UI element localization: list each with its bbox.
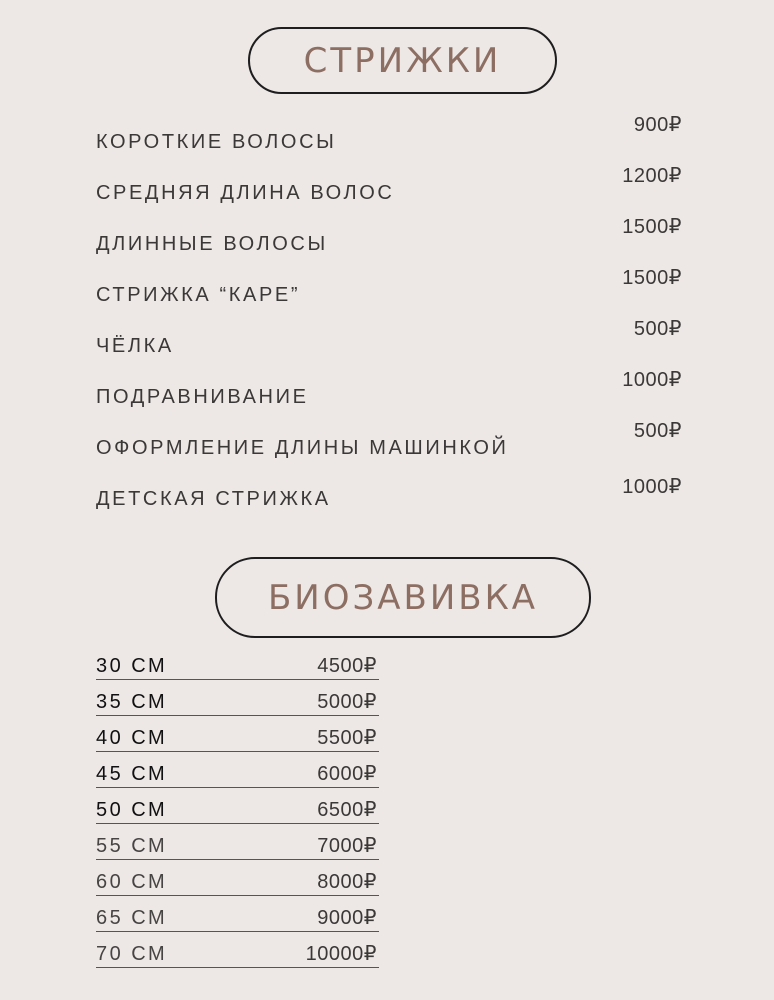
length-price: 5000₽ (317, 691, 377, 713)
list-item (96, 165, 682, 205)
length-price: 7000₽ (317, 835, 377, 857)
length-price: 8000₽ (317, 871, 377, 893)
table-row (96, 655, 379, 680)
table-row (96, 907, 379, 932)
length-label: 40 СМ (96, 727, 168, 749)
table-row (96, 799, 379, 824)
length-label: 35 СМ (96, 691, 168, 713)
service-name: ОФОРМЛЕНИЕ ДЛИНЫ МАШИНКОЙ (96, 437, 509, 459)
service-price: 500₽ (633, 420, 682, 442)
list-item (96, 420, 682, 460)
service-name: ДЛИННЫЕ ВОЛОСЫ (96, 233, 328, 255)
service-price: 1000₽ (622, 476, 682, 498)
service-name: СТРИЖКА “КАРЕ” (96, 284, 301, 306)
length-price: 10000₽ (305, 943, 377, 965)
length-label: 55 СМ (96, 835, 168, 857)
service-name: СРЕДНЯЯ ДЛИНА ВОЛОС (96, 182, 395, 204)
length-label: 45 СМ (96, 763, 168, 785)
service-price: 1500₽ (622, 267, 682, 289)
table-row (96, 871, 379, 896)
length-price: 6500₽ (317, 799, 377, 821)
length-label: 30 СМ (96, 655, 168, 677)
table-row (96, 727, 379, 752)
length-label: 50 СМ (96, 799, 168, 821)
service-price: 1000₽ (622, 369, 682, 391)
service-price: 1500₽ (622, 216, 682, 238)
list-item (96, 318, 682, 358)
list-item (96, 114, 682, 154)
table-row (96, 691, 379, 716)
length-label: 70 СМ (96, 943, 168, 965)
service-name: КОРОТКИЕ ВОЛОСЫ (96, 131, 337, 153)
haircuts-heading: СТРИЖКИ (248, 27, 557, 94)
service-price: 500₽ (633, 318, 682, 340)
list-item (96, 216, 682, 256)
service-name: ДЕТСКАЯ СТРИЖКА (96, 488, 331, 510)
length-label: 60 СМ (96, 871, 168, 893)
length-price: 5500₽ (317, 727, 377, 749)
biowave-heading: БИОЗАВИВКА (215, 557, 591, 638)
length-price: 9000₽ (317, 907, 377, 929)
service-name: ПОДРАВНИВАНИЕ (96, 386, 309, 408)
list-item (96, 369, 682, 409)
list-item (96, 476, 682, 511)
service-name: ЧЁЛКА (96, 335, 174, 357)
length-price: 4500₽ (317, 655, 377, 677)
length-label: 65 СМ (96, 907, 168, 929)
service-price: 900₽ (633, 114, 682, 136)
table-row (96, 763, 379, 788)
table-row (96, 943, 379, 968)
list-item (96, 267, 682, 307)
length-price: 6000₽ (317, 763, 377, 785)
service-price: 1200₽ (622, 165, 682, 187)
table-row (96, 835, 379, 860)
